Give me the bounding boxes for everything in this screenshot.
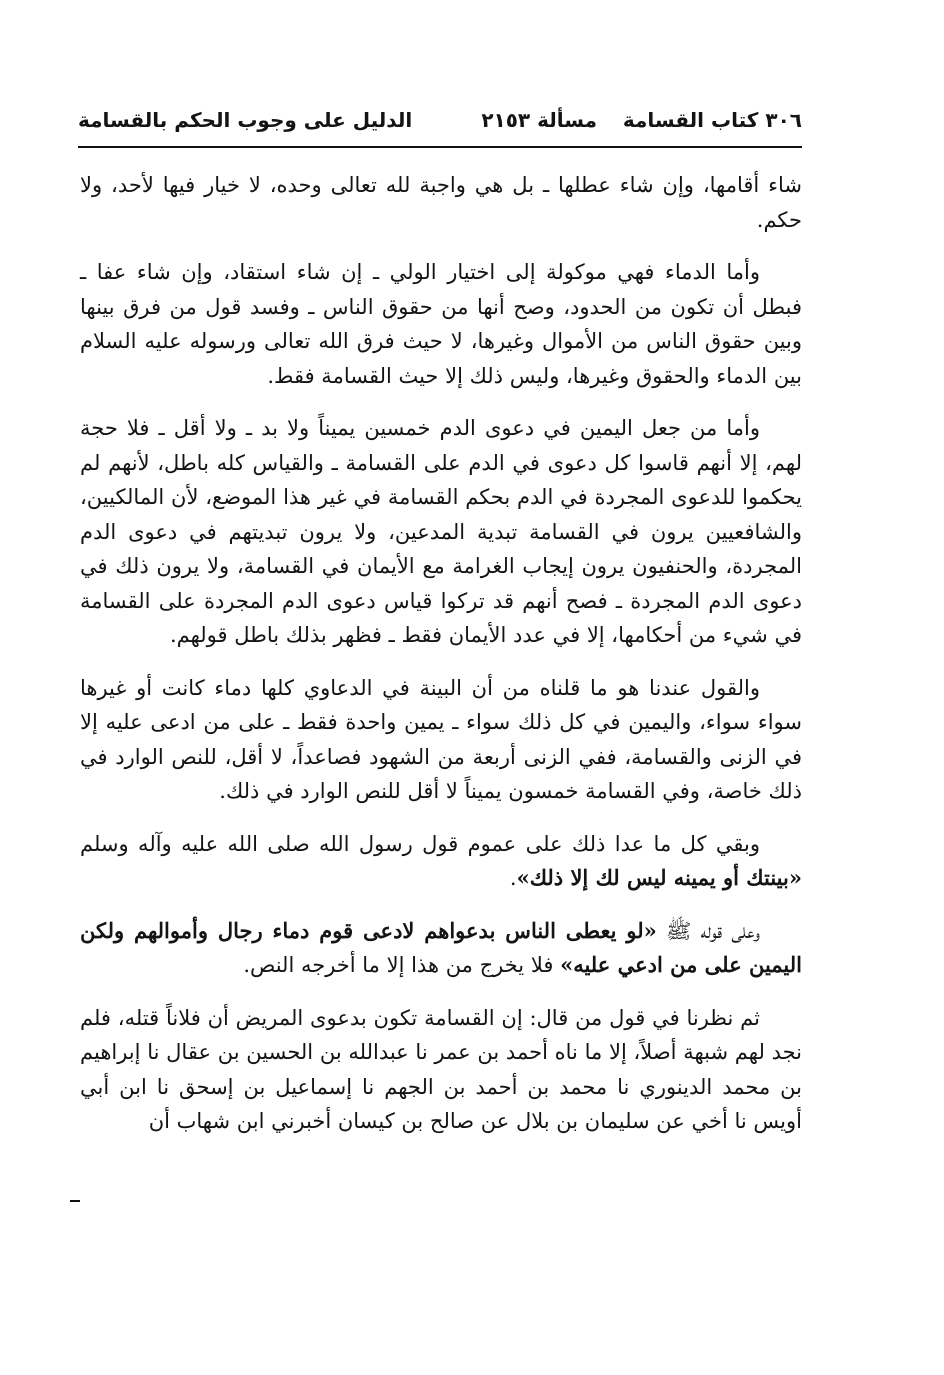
running-header	[78, 108, 802, 140]
page-number-and-book-title: ٣٠٦ كتاب القسامة	[622, 108, 802, 132]
margin-dash-mark	[70, 1200, 80, 1202]
paragraph-1: شاء أقامها، وإن شاء عطلها ـ بل هي واجبة لله تعالى وحده، لا خيار فيها لأحد، ولا حكم.	[80, 173, 802, 232]
main-text	[80, 168, 802, 1157]
paragraph-6-end: فلا يخرج من هذا إلا ما أخرجه النص.	[243, 953, 561, 977]
paragraph-2: وأما الدماء فهي موكولة إلى اختيار الولي ـ إن شاء استقاد، وإن شاء عفا ـ فبطل أن تكون من الحدود، وصح أنها من حقوق الناس ـ وفسد قول من فرق بينها وبين حقوق الناس من الأموال وغيرها، لا حيث فرق الله تعالى ورسوله عليه السلام بين الدماء والحقوق وغيرها، وليس ذلك إلا حيث القسامة فقط.	[80, 260, 802, 388]
hadith-quote-1: «بينتك أو يمينه ليس لك إلا ذلك»	[516, 865, 802, 890]
paragraph-6	[80, 914, 802, 983]
hadith-quote-2: «لو يعطى الناس بدعواهم لادعى قوم دماء رجال وأموالهم ولكن اليمين على من ادعي عليه»	[80, 917, 802, 977]
paragraph-7: ثم نظرنا في قول من قال: إن القسامة تكون بدعوى المريض أن فلاناً قتله، فلم نجد لهم شبهة أصلاً، إلا ما ناه أحمد بن عمر نا عبدالله بن الحسين بن عقال نا إبراهيم بن محمد الدينوري نا محمد بن أحمد بن الجهم نا إسماعيل بن إسحق نا ابن أبي أويس نا أخي عن سليمان بن بلال عن صالح بن كيسان أخبرني ابن شهاب أن	[80, 1005, 802, 1133]
paragraph-5-end: .	[509, 866, 517, 890]
paragraph-3: وأما من جعل اليمين في دعوى الدم خمسين يميناً ولا بد ـ ولا أقل ـ فلا حجة لهم، إلا أنهم قاسوا كل دعوى في الدم على القسامة ـ والقياس كله باطل، لأنهم لم يحكموا للدعوى المجردة في الدم بحكم القسامة في غير هذا الموضع، لأن المالكيين، والشافعيين يرون في القسامة تبدية المدعين، ولا يرون تبديتهم في دعوى الدم المجردة، والحنفيون يرون إيجاب الغرامة مع الأيمان في القسامة، ولا يرون ذلك في دعوى الدم المجردة ـ فصح أنهم قد تركوا قياس دعوى الدم المجردة على القسامة في شيء من أحكامها، إلا في عدد الأيمان فقط ـ فظهر بذلك باطل قولهم.	[80, 416, 802, 647]
paragraph-6-text: وعلى قوله ﷺ	[656, 918, 760, 943]
paragraph-5	[80, 827, 802, 896]
paragraph-5-text: وبقي كل ما عدا ذلك على عموم قول رسول الله صلى الله عليه وآله وسلم	[80, 831, 760, 856]
paragraph-4: والقول عندنا هو ما قلناه من أن البينة في الدعاوي كلها دماء كانت أو غيرها سواء سواء، واليمين في كل ذلك سواء ـ يمين واحدة فقط ـ على من ادعى عليه إلا في الزنى والقسامة، ففي الزنى أربعة من الشهود فصاعداً، لا أقل، للنص الوارد في ذلك خاصة، وفي القسامة خمسون يميناً لا أقل للنص الوارد في ذلك.	[80, 675, 802, 803]
issue-number: مسألة ٢١٥٣	[481, 108, 597, 132]
header-rule	[78, 146, 802, 148]
chapter-title: الدليل على وجوب الحكم بالقسامة	[78, 108, 413, 132]
